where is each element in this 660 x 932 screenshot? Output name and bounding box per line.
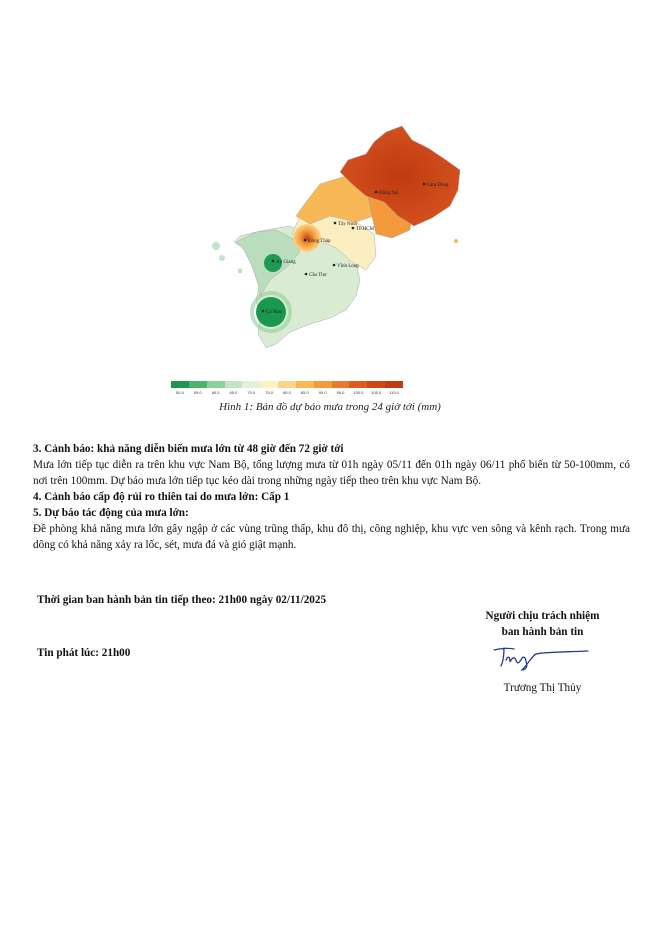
- city-label-ca-mau: Cà Mau: [266, 310, 282, 315]
- section-3: [33, 441, 630, 553]
- city-label-lam-dong: Lâm Đồng: [427, 183, 449, 188]
- legend-tick-label: 65.0: [229, 390, 238, 395]
- map-legend: [171, 381, 403, 395]
- legend-swatch: [189, 381, 207, 388]
- legend-tick-label: 105.0: [371, 390, 382, 395]
- responsible-line-2: ban hành bản tin: [501, 626, 584, 638]
- city-label-an-giang: An Giang: [276, 260, 296, 265]
- map-island: [212, 242, 220, 250]
- signature-image: [488, 642, 593, 674]
- legend-swatch: [207, 381, 225, 388]
- map-svg: [160, 66, 480, 396]
- responsible-block: [465, 608, 620, 640]
- legend-tick-label: 110.0: [389, 390, 399, 395]
- legend-tick-label: 90.0: [318, 390, 327, 395]
- legend-tick-label: 55.0: [193, 390, 202, 395]
- section-4-heading: 4. Cảnh báo cấp độ rủi ro thiên tai do mưa lớn: Cấp 1: [33, 491, 290, 503]
- legend-color-bar: [171, 381, 403, 388]
- legend-swatch: [296, 381, 314, 388]
- legend-swatch: [260, 381, 278, 388]
- legend-tick-label: 100.0: [353, 390, 364, 395]
- city-label-vinh-long: Vĩnh Long: [337, 264, 359, 269]
- section-3-body: Mưa lớn tiếp tục diễn ra trên khu vực Nam Bộ, tổng lượng mưa từ 01h ngày 05/11 đến 01h ngày 06/11 phổ biến từ 50-100mm, có nơi trên 100mm. Dự báo mưa lớn tiếp tục kéo dài trong những ngày tiếp theo trên khu vực Nam Bộ.: [33, 459, 630, 487]
- responsible-line-1: Người chịu trách nhiệm: [485, 610, 600, 622]
- legend-swatch: [385, 381, 403, 388]
- legend-swatch: [332, 381, 350, 388]
- signer-name: Trương Thị Thủy: [503, 682, 582, 694]
- legend-swatch: [242, 381, 260, 388]
- map-island: [238, 269, 243, 274]
- legend-swatch: [367, 381, 385, 388]
- city-label-tphcm: TP.HCM: [356, 227, 374, 232]
- rainfall-forecast-map: [160, 66, 480, 396]
- legend-swatch: [349, 381, 367, 388]
- legend-tick-label: 95.0: [336, 390, 345, 395]
- map-island: [219, 255, 225, 261]
- legend-swatch: [278, 381, 296, 388]
- section-3-heading: 3. Cảnh báo: khả năng diễn biến mưa lớn từ 48 giờ đến 72 giờ tới: [33, 443, 344, 455]
- section-5-body: Đề phòng khả năng mưa lớn gây ngập ở các vùng trũng thấp, khu đô thị, công nghiệp, khu vực ven sông và kênh rạch. Trong mưa dông có khả năng xảy ra lốc, sét, mưa đá và gió giật mạnh.: [33, 523, 630, 551]
- legend-ticks: [171, 390, 403, 395]
- legend-tick-label: 85.0: [300, 390, 309, 395]
- city-label-can-tho: Cần Thơ: [309, 273, 327, 278]
- city-label-tay-ninh: Tây Ninh: [338, 222, 358, 227]
- legend-swatch: [314, 381, 332, 388]
- map-hotspot-dong-thap: [293, 224, 321, 252]
- city-label-dong-thap: Đồng Tháp: [308, 239, 331, 244]
- map-island: [454, 239, 458, 243]
- city-label-dong-nai: Đồng Nai: [379, 191, 399, 196]
- legend-swatch: [171, 381, 189, 388]
- figure-caption: Hình 1: Bản đồ dự báo mưa trong 24 giờ tới (mm): [219, 401, 441, 413]
- issued-at: Tin phát lúc: 21h00: [37, 647, 131, 659]
- section-5-heading: 5. Dự báo tác động của mưa lớn:: [33, 507, 189, 519]
- next-issue-time: Thời gian ban hành bản tin tiếp theo: 21h00 ngày 02/11/2025: [37, 594, 327, 606]
- legend-tick-label: 75.0: [265, 390, 274, 395]
- legend-tick-label: 70.0: [247, 390, 256, 395]
- legend-tick-label: 50.0: [176, 390, 184, 395]
- legend-swatch: [225, 381, 243, 388]
- legend-tick-label: 80.0: [283, 390, 291, 395]
- legend-tick-label: 60.0: [211, 390, 220, 395]
